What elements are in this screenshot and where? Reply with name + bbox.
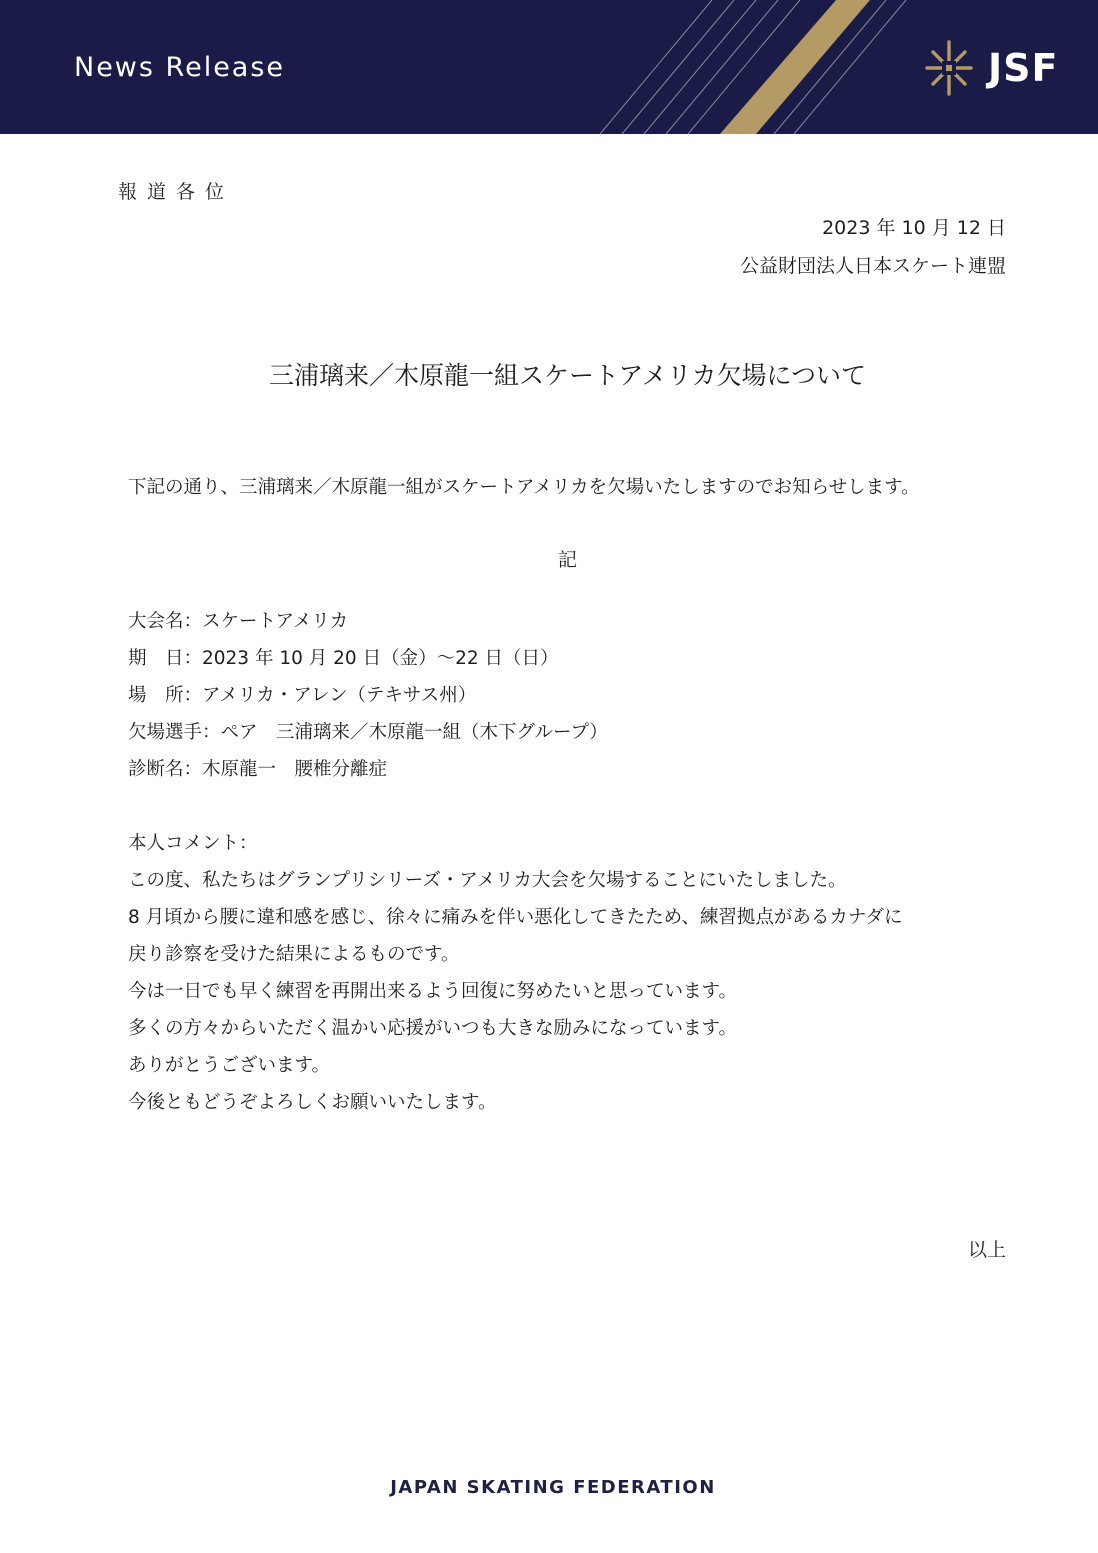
closing-mark: 以上 <box>967 1239 1006 1261</box>
comment-line: この度、私たちはグランプリシリーズ・アメリカ大会を欠場することにいたしました。 <box>128 870 847 891</box>
detail-venue: 場 所：アメリカ・アレン（テキサス州） <box>128 685 477 706</box>
detail-dates: 期 日：2023 年 10 月 20 日（金）～22 日（日） <box>128 648 559 669</box>
comment-line: 多くの方々からいただく温かい応援がいつも大きな励みになっています。 <box>128 1018 738 1039</box>
organization-name: 公益財団法人日本スケート連盟 <box>739 255 1006 277</box>
jsf-logo-text: JSF <box>988 46 1059 90</box>
release-date: 2023 年 10 月 12 日 <box>822 217 1006 239</box>
news-release-banner <box>0 0 1098 134</box>
comment-line: 8 月頃から腰に違和感を感じ、徐々に痛みを伴い悪化してきたため、練習拠点があるカナダに <box>128 907 903 928</box>
addressee: 報道各位 <box>118 181 235 203</box>
comment-line: 戻り診察を受けた結果によるものです。 <box>128 944 460 965</box>
news-release-title: News Release <box>74 52 286 83</box>
detail-competition: 大会名：スケートアメリカ <box>128 611 349 632</box>
detail-diagnosis: 診断名：木原龍一 腰椎分離症 <box>128 759 388 780</box>
footer-federation-name: JAPAN SKATING FEDERATION <box>390 1477 716 1498</box>
headline: 三浦璃来／木原龍一組スケートアメリカ欠場について <box>268 361 866 390</box>
ki-marker: 記 <box>557 549 577 571</box>
comment-line: 今は一日でも早く練習を再開出来るよう回復に努めたいと思っています。 <box>128 981 738 1002</box>
intro-paragraph: 下記の通り、三浦璃来／木原龍一組がスケートアメリカを欠場いたしますのでお知らせします。 <box>128 477 920 498</box>
comment-heading: 本人コメント： <box>128 833 258 854</box>
comment-line: ありがとうございます。 <box>128 1055 331 1076</box>
comment-line: 今後ともどうぞよろしくお願いいたします。 <box>128 1092 497 1113</box>
detail-withdrawn-athletes: 欠場選手：ペア 三浦璃来／木原龍一組（木下グループ） <box>128 722 608 743</box>
